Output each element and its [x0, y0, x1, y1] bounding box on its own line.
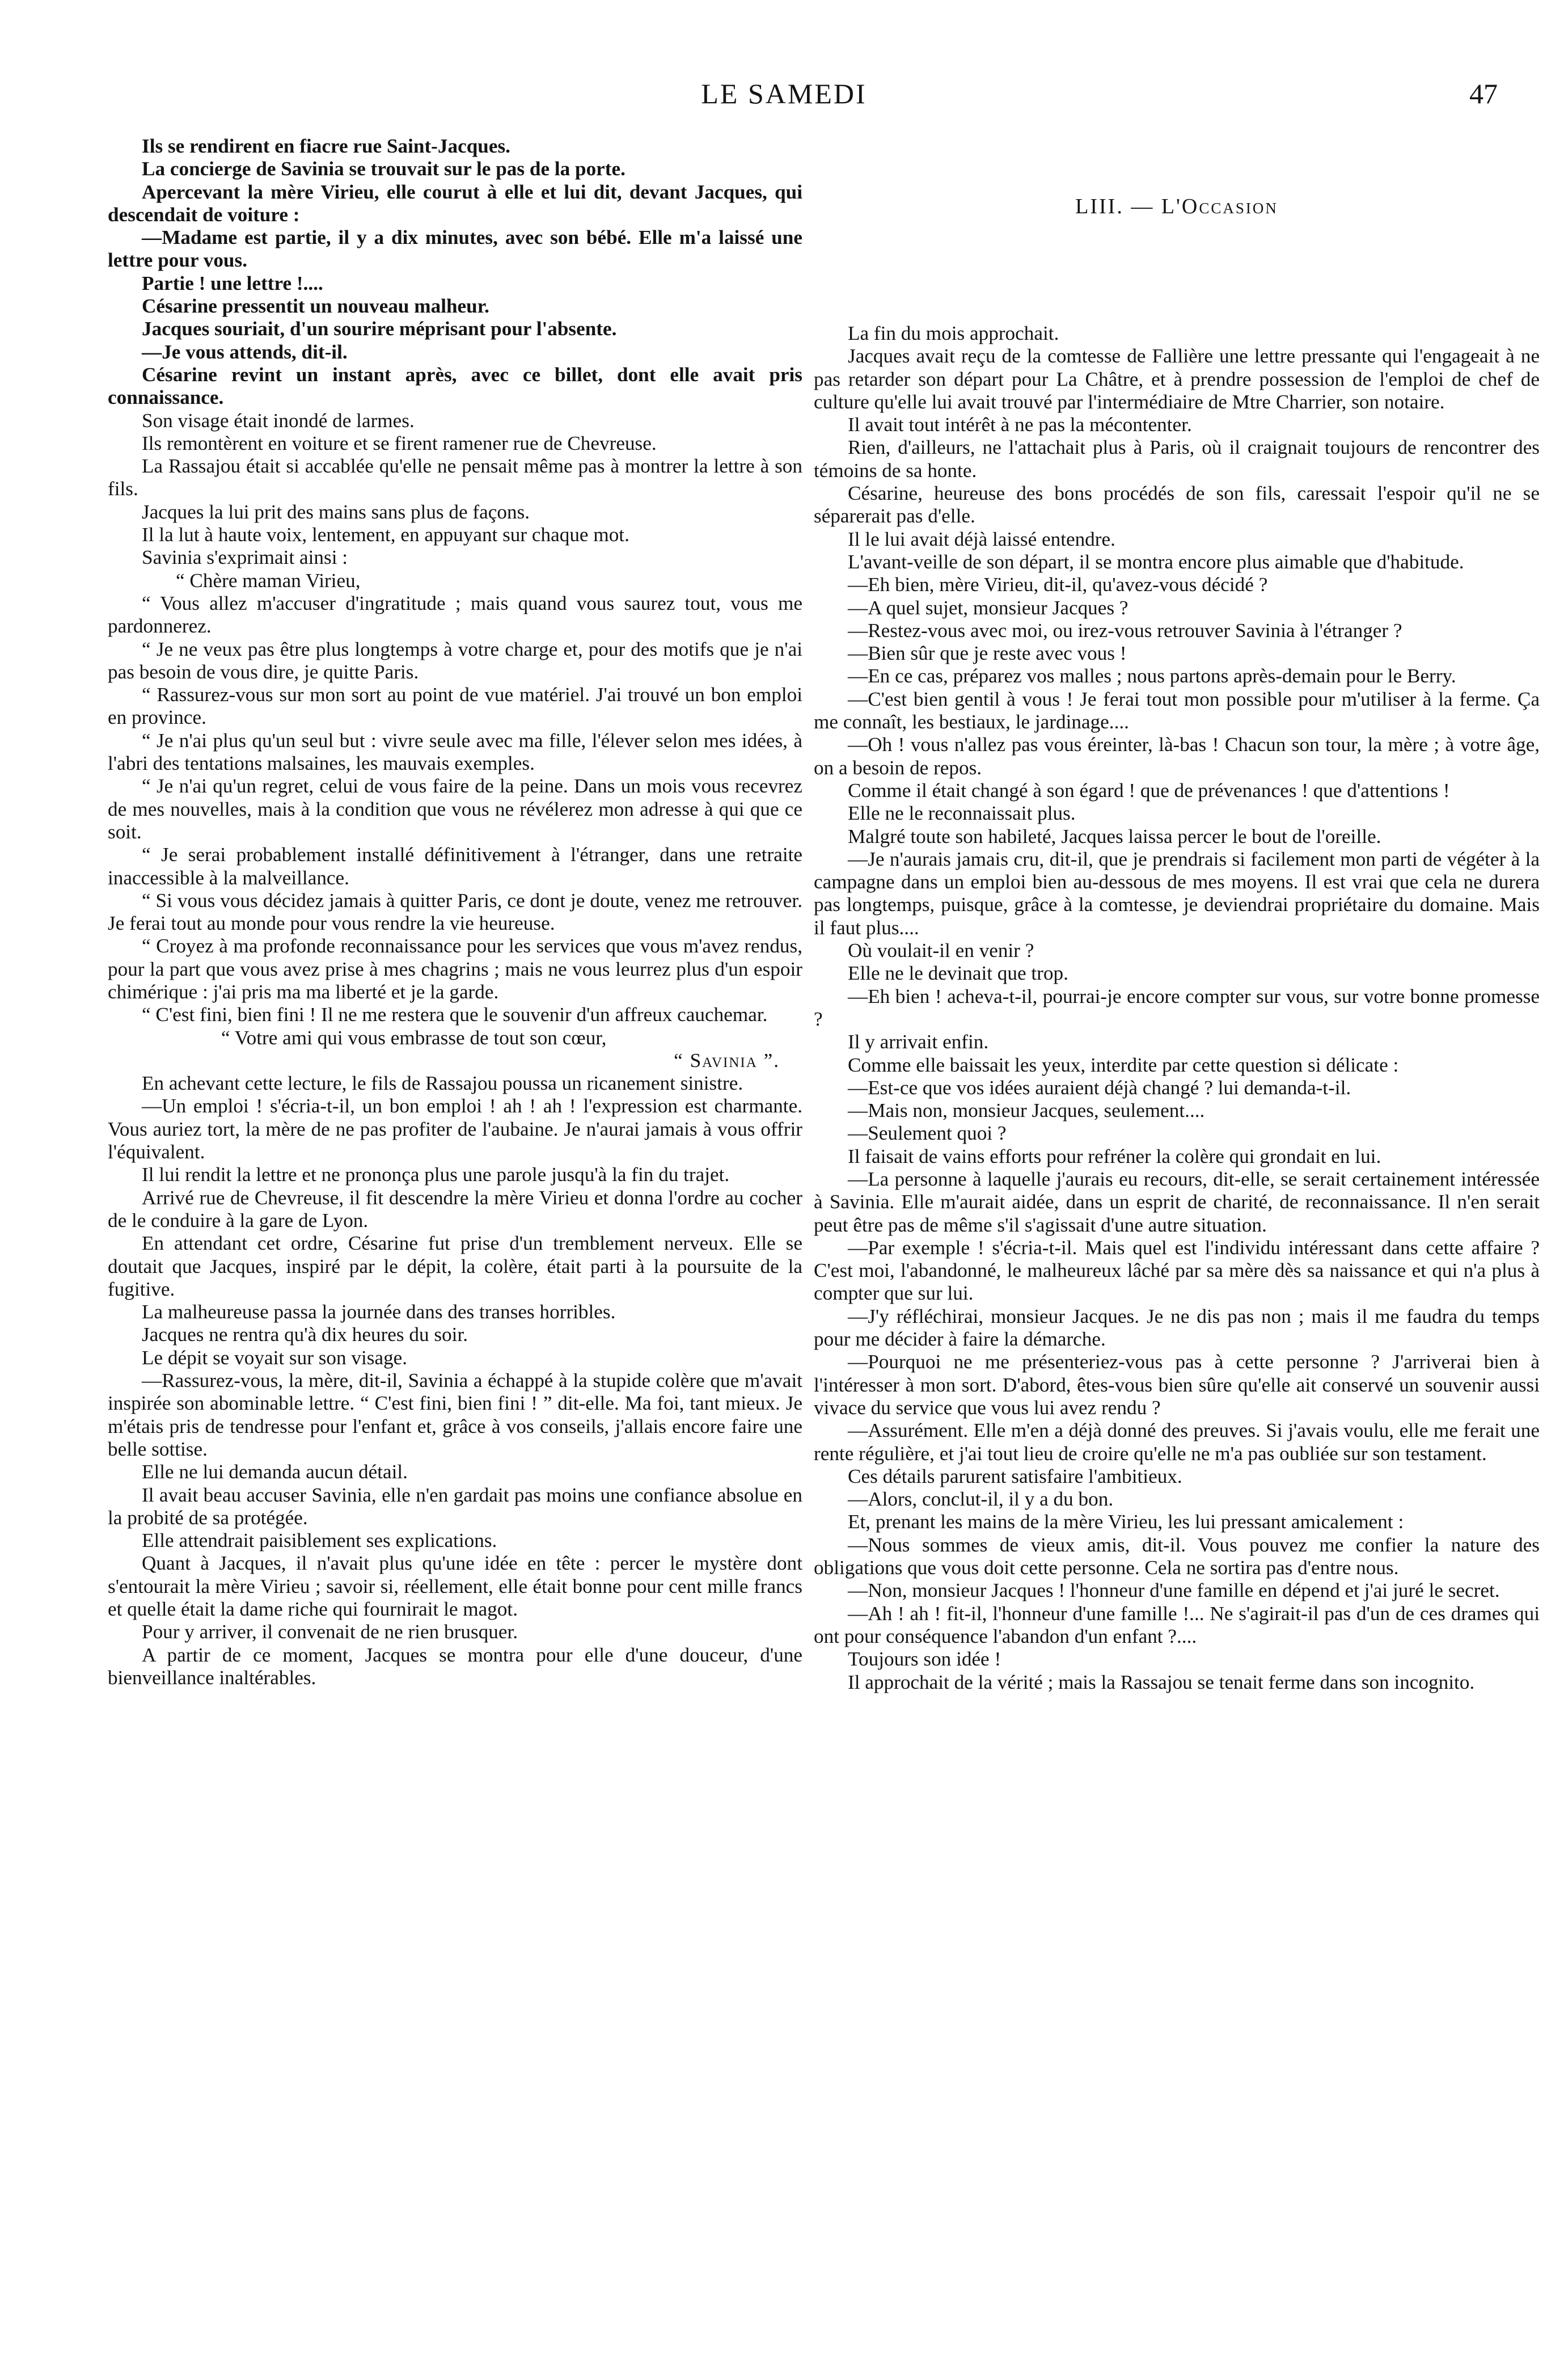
letter-salutation: “ Chère maman Virieu, — [176, 569, 361, 592]
paragraph: Il avait tout intérêt à ne pas la mécontenter. — [848, 414, 1192, 436]
paragraph: Rien, d'ailleurs, ne l'attachait plus à Paris, où il craignait toujours de rencontrer des témoins de sa honte. — [814, 436, 1540, 482]
letter-paragraph: “ Je n'ai qu'un regret, celui de vous faire de la peine. Dans un mois vous recevrez de mes nouvelles, mais à la condition que vous ne révélerez mon adresse à qui que ce soit. — [108, 775, 802, 843]
paragraph: —Pourquoi ne me présenteriez-vous pas à cette personne ? J'arriverai bien à l'intéresser à mon sort. D'abord, êtes-vous bien sûre qu'elle ait conservé un souvenir aussi vivace du service que vous lui avez rendu ? — [814, 1351, 1540, 1419]
paragraph: Il le lui avait déjà laissé entendre. — [848, 528, 1115, 550]
paragraph: —En ce cas, préparez vos malles ; nous partons après-demain pour le Berry. — [848, 665, 1456, 688]
right-paragraphs — [814, 322, 1540, 1694]
paragraph: Jacques avait reçu de la comtesse de Fallière une lettre pressante qui l'engageait à ne pas retarder son départ pour La Châtre, et à prendre possession de l'emploi de chef de culture qu'elle lui avait trouvé par l'intermédiaire de Mtre Charrier, son notaire. — [814, 345, 1540, 413]
paragraph: Il faisait de vains efforts pour refréner la colère qui grondait en lui. — [848, 1145, 1381, 1167]
paragraph: L'avant-veille de son départ, il se montra encore plus aimable que d'habitude. — [848, 550, 1464, 573]
paragraph: —Eh bien ! acheva-t-il, pourrai-je encore compter sur vous, sur votre bonne promesse ? — [814, 985, 1540, 1030]
left-opening-paragraphs — [108, 135, 802, 570]
paragraph: Jacques ne rentra qu'à dix heures du soir. — [142, 1323, 468, 1346]
paragraph: Césarine, heureuse des bons procédés de son fils, caressait l'espoir qu'il ne se séparerait pas d'elle. — [814, 482, 1540, 528]
paragraph: Comme il était changé à son égard ! que de prévenances ! que d'attentions ! — [848, 779, 1450, 802]
paragraph: Malgré toute son habileté, Jacques laissa percer le bout de l'oreille. — [848, 825, 1381, 847]
paragraph: —La personne à laquelle j'aurais eu recours, dit-elle, se serait certainement intéressée à Savinia. Elle m'aurait aidée, dans un esprit de charité, de reconnaissance. Il n'en serait peut être pas de même s'il s'agissait d'une autre situation. — [814, 1167, 1540, 1236]
paragraph: Savinia s'exprimait ainsi : — [142, 546, 348, 569]
paragraph: Il la lut à haute voix, lentement, en appuyant sur chaque mot. — [142, 524, 629, 546]
paragraph: —Mais non, monsieur Jacques, seulement.... — [848, 1099, 1205, 1122]
chapter-heading — [814, 194, 1540, 219]
paragraph: Où voulait-il en venir ? — [848, 939, 1034, 962]
letter-paragraph: “ Si vous vous décidez jamais à quitter Paris, ce dont je doute, venez me retrouver. Je ferai tout au monde pour vous rendre la vie heureuse. — [108, 889, 802, 935]
letter-paragraph: “ Je ne veux pas être plus longtemps à votre charge et, pour des motifs que je n'ai pas besoin de vous dire, je quitte Paris. — [108, 638, 802, 683]
paragraph: Et, prenant les mains de la mère Virieu, les lui pressant amicalement : — [848, 1511, 1404, 1533]
paragraph: Il y arrivait enfin. — [848, 1031, 989, 1053]
letter-paragraph: “ C'est fini, bien fini ! Il ne me restera que le souvenir d'un affreux cauchemar. — [142, 1003, 768, 1026]
paragraph: Elle ne lui demanda aucun détail. — [142, 1461, 408, 1483]
paragraph: —Oh ! vous n'allez pas vous éreinter, là-bas ! Chacun son tour, la mère ; à votre âge, on a besoin de repos. — [814, 733, 1540, 779]
left-closing-paragraphs — [108, 1072, 802, 1689]
letter-paragraph: “ Je n'ai plus qu'un seul but : vivre seule avec ma fille, l'élever selon mes idées, à l'abri des tentations malsaines, les mauvais exemples. — [108, 729, 802, 775]
paragraph: Quant à Jacques, il n'avait plus qu'une idée en tête : percer le mystère dont s'entourait la mère Virieu ; savoir si, réellement, elle était bonne pour cent mille francs et quelle était la dame riche qui fournirait le magot. — [108, 1552, 802, 1620]
paragraph: Elle ne le devinait que trop. — [848, 962, 1068, 985]
paragraph: —Bien sûr que je reste avec vous ! — [848, 642, 1127, 665]
paragraph: —Un emploi ! s'écria-t-il, un bon emploi ! ah ! ah ! l'expression est charmante. Vous auriez tort, la mère de ne pas profiter de l'aubaine. Je n'aurai jamais à vous offrir l'équivalent. — [108, 1095, 802, 1163]
paragraph: —Nous sommes de vieux amis, dit-il. Vous pouvez me confier la nature des obligations que vous doit cette personne. Cela ne sortira pas d'entre nous. — [814, 1533, 1540, 1579]
letter-signature: “ Savinia ”. — [674, 1049, 780, 1072]
paragraph: Elle ne le reconnaissait plus. — [848, 802, 1076, 825]
paragraph: En achevant cette lecture, le fils de Rassajou poussa un ricanement sinistre. — [142, 1072, 743, 1095]
letter-paragraph: “ Vous allez m'accuser d'ingratitude ; mais quand vous saurez tout, vous me pardonnerez. — [108, 592, 802, 638]
paragraph: —C'est bien gentil à vous ! Je ferai tout mon possible pour m'utiliser à la ferme. Ça me connaît, les bestiaux, le jardinage.... — [814, 688, 1540, 733]
paragraph: Arrivé rue de Chevreuse, il fit descendre la mère Virieu et donna l'ordre au cocher de le conduire à la gare de Lyon. — [108, 1186, 802, 1232]
paragraph: —Assurément. Elle m'en a déjà donné des preuves. Si j'avais voulu, elle me ferait une rente régulière, et j'ai tout lieu de croire qu'elle ne m'a pas oubliée sur son testament. — [814, 1419, 1540, 1465]
paragraph: Pour y arriver, il convenait de ne rien brusquer. — [142, 1621, 518, 1643]
paragraph: La fin du mois approchait. — [848, 322, 1059, 344]
paragraph: —Restez-vous avec moi, ou irez-vous retrouver Savinia à l'étranger ? — [848, 619, 1402, 642]
right-column — [814, 135, 1540, 1694]
running-head — [0, 77, 1568, 117]
paragraph: —Non, monsieur Jacques ! l'honneur d'une famille en dépend et j'ai juré le secret. — [848, 1579, 1500, 1602]
paragraph: —A quel sujet, monsieur Jacques ? — [848, 596, 1129, 619]
paragraph: —Est-ce que vos idées auraient déjà changé ? lui demanda-t-il. — [848, 1076, 1351, 1099]
paragraph: Il lui rendit la lettre et ne prononça plus une parole jusqu'à la fin du trajet. — [142, 1163, 730, 1186]
left-column — [108, 135, 802, 1689]
paragraph: Il approchait de la vérité ; mais la Rassajou se tenait ferme dans son incognito. — [848, 1671, 1475, 1693]
paragraph: A partir de ce moment, Jacques se montra pour elle d'une douceur, d'une bienveillance inaltérables. — [108, 1643, 802, 1689]
paragraph: La Rassajou était si accablée qu'elle ne pensait même pas à montrer la lettre à son fils. — [108, 455, 802, 500]
paragraph: La concierge de Savinia se trouvait sur le pas de la porte. — [142, 158, 625, 180]
paragraph: Elle attendrait paisiblement ses explications. — [142, 1529, 497, 1552]
chapter-number: LIII. — — [1075, 195, 1155, 218]
paragraph: —Eh bien, mère Virieu, dit-il, qu'avez-vous décidé ? — [848, 574, 1268, 596]
paragraph: Césarine revint un instant après, avec ce billet, dont elle avait pris connaissance. — [108, 363, 802, 409]
paragraph: Il avait beau accuser Savinia, elle n'en gardait pas moins une confiance absolue en la probité de sa protégée. — [108, 1483, 802, 1529]
letter — [108, 570, 802, 1073]
paragraph: —Rassurez-vous, la mère, dit-il, Savinia a échappé à la stupide colère que m'avait inspirée son abominable lettre. “ C'est fini, bien fini ! ” dit-elle. Ma foi, tant mieux. Je m'étais pris de tendresse pour l'enfant et, grâce à vos conseils, j'allais encore faire une belle sottise. — [108, 1369, 802, 1460]
paragraph: Partie ! une lettre !.... — [142, 272, 323, 294]
paragraph: Le dépit se voyait sur son visage. — [142, 1346, 408, 1369]
paragraph: —J'y réfléchirai, monsieur Jacques. Je ne dis pas non ; mais il me faudra du temps pour me décider à faire la démarche. — [814, 1305, 1540, 1351]
page-number: 47 — [1469, 78, 1498, 109]
paragraph: Ils se rendirent en fiacre rue Saint-Jacques. — [142, 135, 510, 157]
paragraph: —Je n'aurais jamais cru, dit-il, que je prendrais si facilement mon parti de végéter à la campagne dans un emploi bien au-dessous de mes moyens. Il est vrai que cela ne durera pas longtemps, puisque, grâce à la comtesse, je deviendrai propriétaire du domaine. Mais il faut plus.... — [814, 847, 1540, 939]
paragraph: —Seulement quoi ? — [848, 1122, 1007, 1145]
paragraph: —Par exemple ! s'écria-t-il. Mais quel est l'individu intéressant dans cette affaire ? C'est moi, l'abandonné, le malheureux lâché par sa mère dès sa naissance et qui n'a plus à compter que sur lui. — [814, 1236, 1540, 1305]
letter-paragraph: “ Je serai probablement installé définitivement à l'étranger, dans une retraite inaccessible à la malveillance. — [108, 844, 802, 889]
paragraph: Son visage était inondé de larmes. — [142, 409, 415, 432]
paragraph: La malheureuse passa la journée dans des transes horribles. — [142, 1301, 616, 1323]
paragraph: —Alors, conclut-il, il y a du bon. — [848, 1488, 1114, 1511]
letter-paragraph: “ Rassurez-vous sur mon sort au point de vue matériel. J'ai trouvé un bon emploi en province. — [108, 684, 802, 729]
letter-closing: “ Votre ami qui vous embrasse de tout son cœur, — [221, 1026, 607, 1049]
paragraph: Ces détails parurent satisfaire l'ambitieux. — [848, 1465, 1182, 1487]
paragraph: —Je vous attends, dit-il. — [142, 340, 348, 363]
paragraph: Apercevant la mère Virieu, elle courut à elle et lui dit, devant Jacques, qui descendait de voiture : — [108, 180, 802, 226]
paragraph: Césarine pressentit un nouveau malheur. — [142, 295, 489, 318]
paragraph: En attendant cet ordre, Césarine fut prise d'un tremblement nerveux. Elle se doutait que Jacques, inspiré par le dépit, la colère, était parti à la poursuite de la fugitive. — [108, 1232, 802, 1300]
letter-paragraph: “ Croyez à ma profonde reconnaissance pour les services que vous m'avez rendus, pour la part que vous avez prise à mes chagrins ; mais ne vous leurrez plus d'un espoir chimérique : j'ai pris ma ma liberté et je la garde. — [108, 935, 802, 1003]
chapter-title: L'Occasion — [1161, 195, 1278, 218]
paragraph: —Madame est partie, il y a dix minutes, avec son bébé. Elle m'a laissé une lettre pour vous. — [108, 226, 802, 272]
paragraph: —Ah ! ah ! fit-il, l'honneur d'une famille !... Ne s'agirait-il pas d'un de ces drames qui ont pour conséquence l'abandon d'un enfant ?.... — [814, 1602, 1540, 1647]
running-title: LE SAMEDI — [701, 78, 867, 109]
paragraph: Jacques souriait, d'un sourire méprisant pour l'absente. — [142, 318, 617, 340]
paragraph: Ils remontèrent en voiture et se firent ramener rue de Chevreuse. — [142, 432, 657, 454]
paragraph: Jacques la lui prit des mains sans plus de façons. — [142, 500, 530, 523]
paragraph: Toujours son idée ! — [848, 1648, 1001, 1671]
paragraph: Comme elle baissait les yeux, interdite par cette question si délicate : — [848, 1053, 1399, 1076]
